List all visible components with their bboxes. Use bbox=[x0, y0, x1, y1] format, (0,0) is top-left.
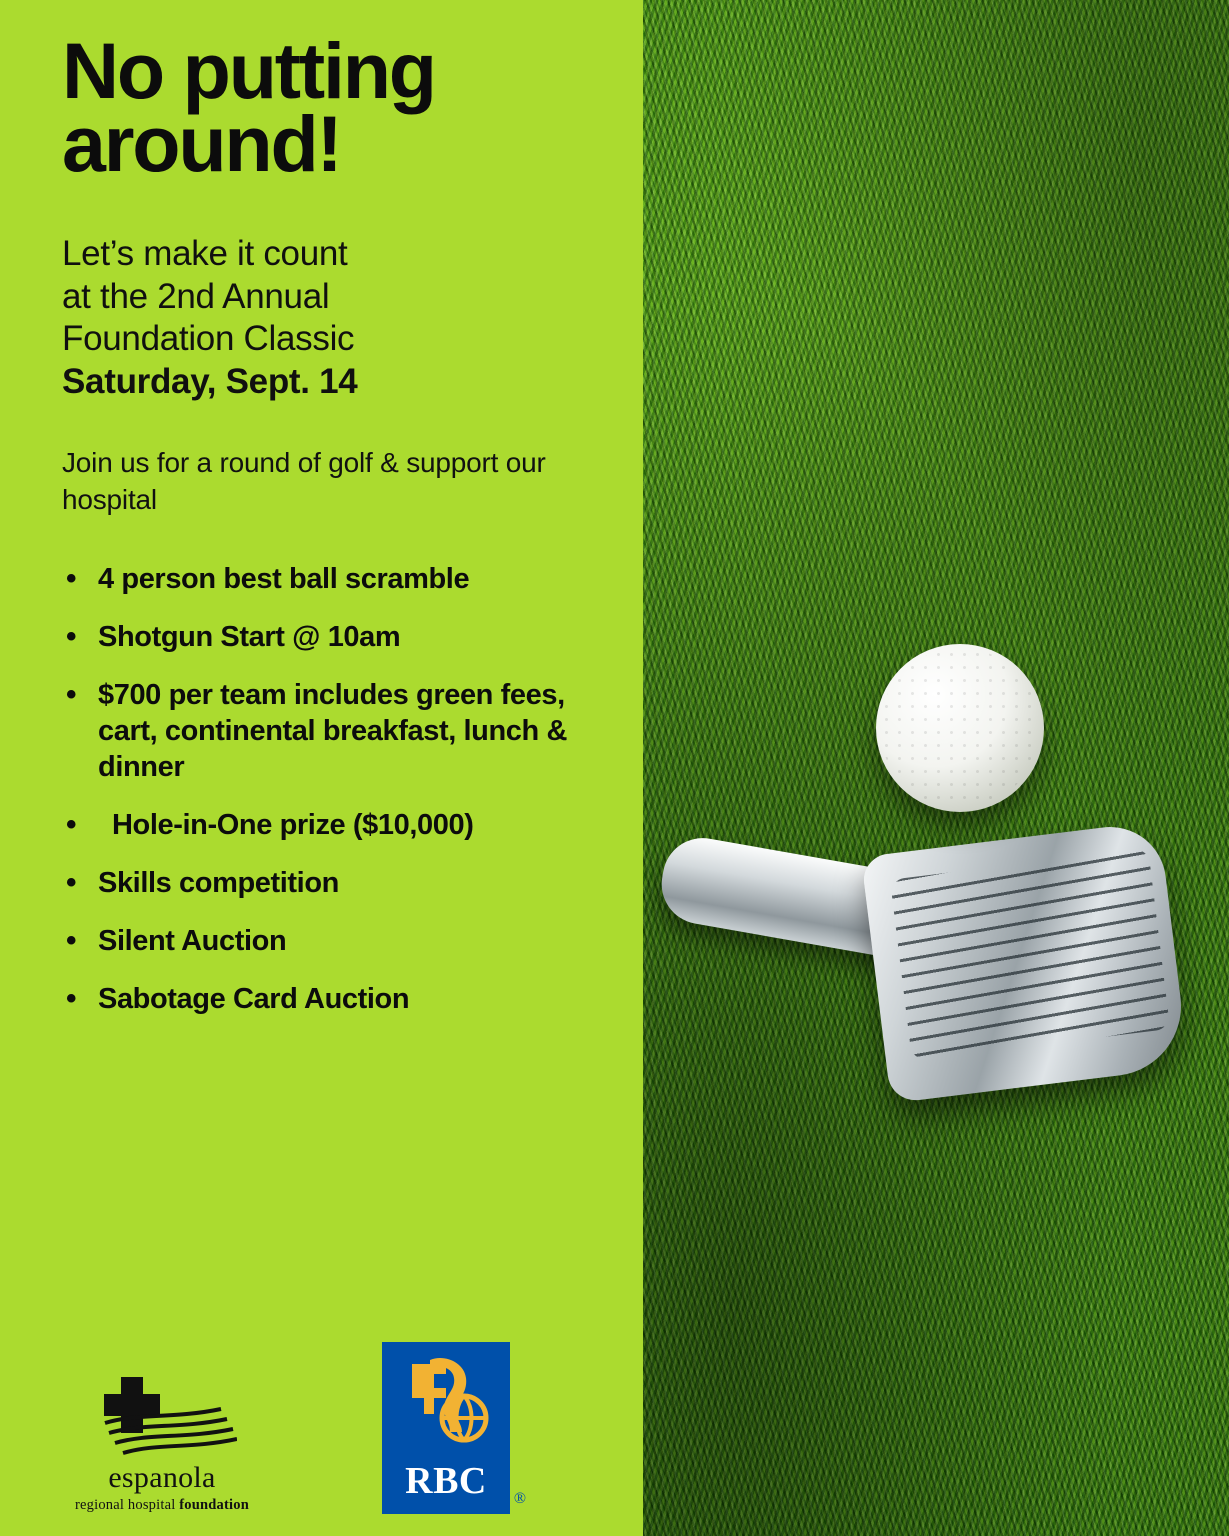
rbc-wordmark: RBC bbox=[405, 1460, 487, 1502]
golf-photo bbox=[643, 0, 1229, 1536]
list-item: • Sabotage Card Auction bbox=[62, 982, 572, 1018]
logo-row bbox=[62, 1342, 526, 1514]
list-item: • Hole-in-One prize ($10,000) bbox=[62, 808, 572, 844]
page-title: No putting around! bbox=[62, 26, 435, 189]
subheadline-line-1: Let’s make it count bbox=[62, 233, 348, 273]
list-item: • $700 per team includes green fees, cart, continental breakfast, lunch & dinner bbox=[62, 678, 572, 786]
event-details-list bbox=[62, 562, 603, 1040]
rbc-registered-mark: ® bbox=[513, 1490, 526, 1507]
subheadline-line-2: at the 2nd Annual bbox=[62, 276, 330, 316]
espanola-logo-tagline: regional hospital foundation bbox=[75, 1497, 249, 1513]
list-item: • Silent Auction bbox=[62, 924, 572, 960]
medical-cross-icon bbox=[87, 1375, 237, 1457]
espanola-logo-name: espanola bbox=[108, 1461, 216, 1494]
event-date: Saturday, Sept. 14 bbox=[62, 362, 358, 401]
rbc-lion-globe-icon bbox=[400, 1352, 492, 1456]
list-item: • Skills competition bbox=[62, 866, 572, 902]
list-item: • 4 person best ball scramble bbox=[62, 562, 572, 598]
event-blurb: Join us for a round of golf & support our hospital bbox=[62, 446, 546, 515]
subheadline bbox=[62, 233, 542, 404]
subheadline-line-3: Foundation Classic bbox=[62, 319, 355, 359]
espanola-foundation-logo bbox=[62, 1375, 262, 1514]
rbc-logo bbox=[382, 1342, 526, 1514]
golf-club-head bbox=[861, 821, 1189, 1104]
golf-ball bbox=[876, 644, 1044, 812]
list-item: • Shotgun Start @ 10am bbox=[62, 620, 572, 656]
